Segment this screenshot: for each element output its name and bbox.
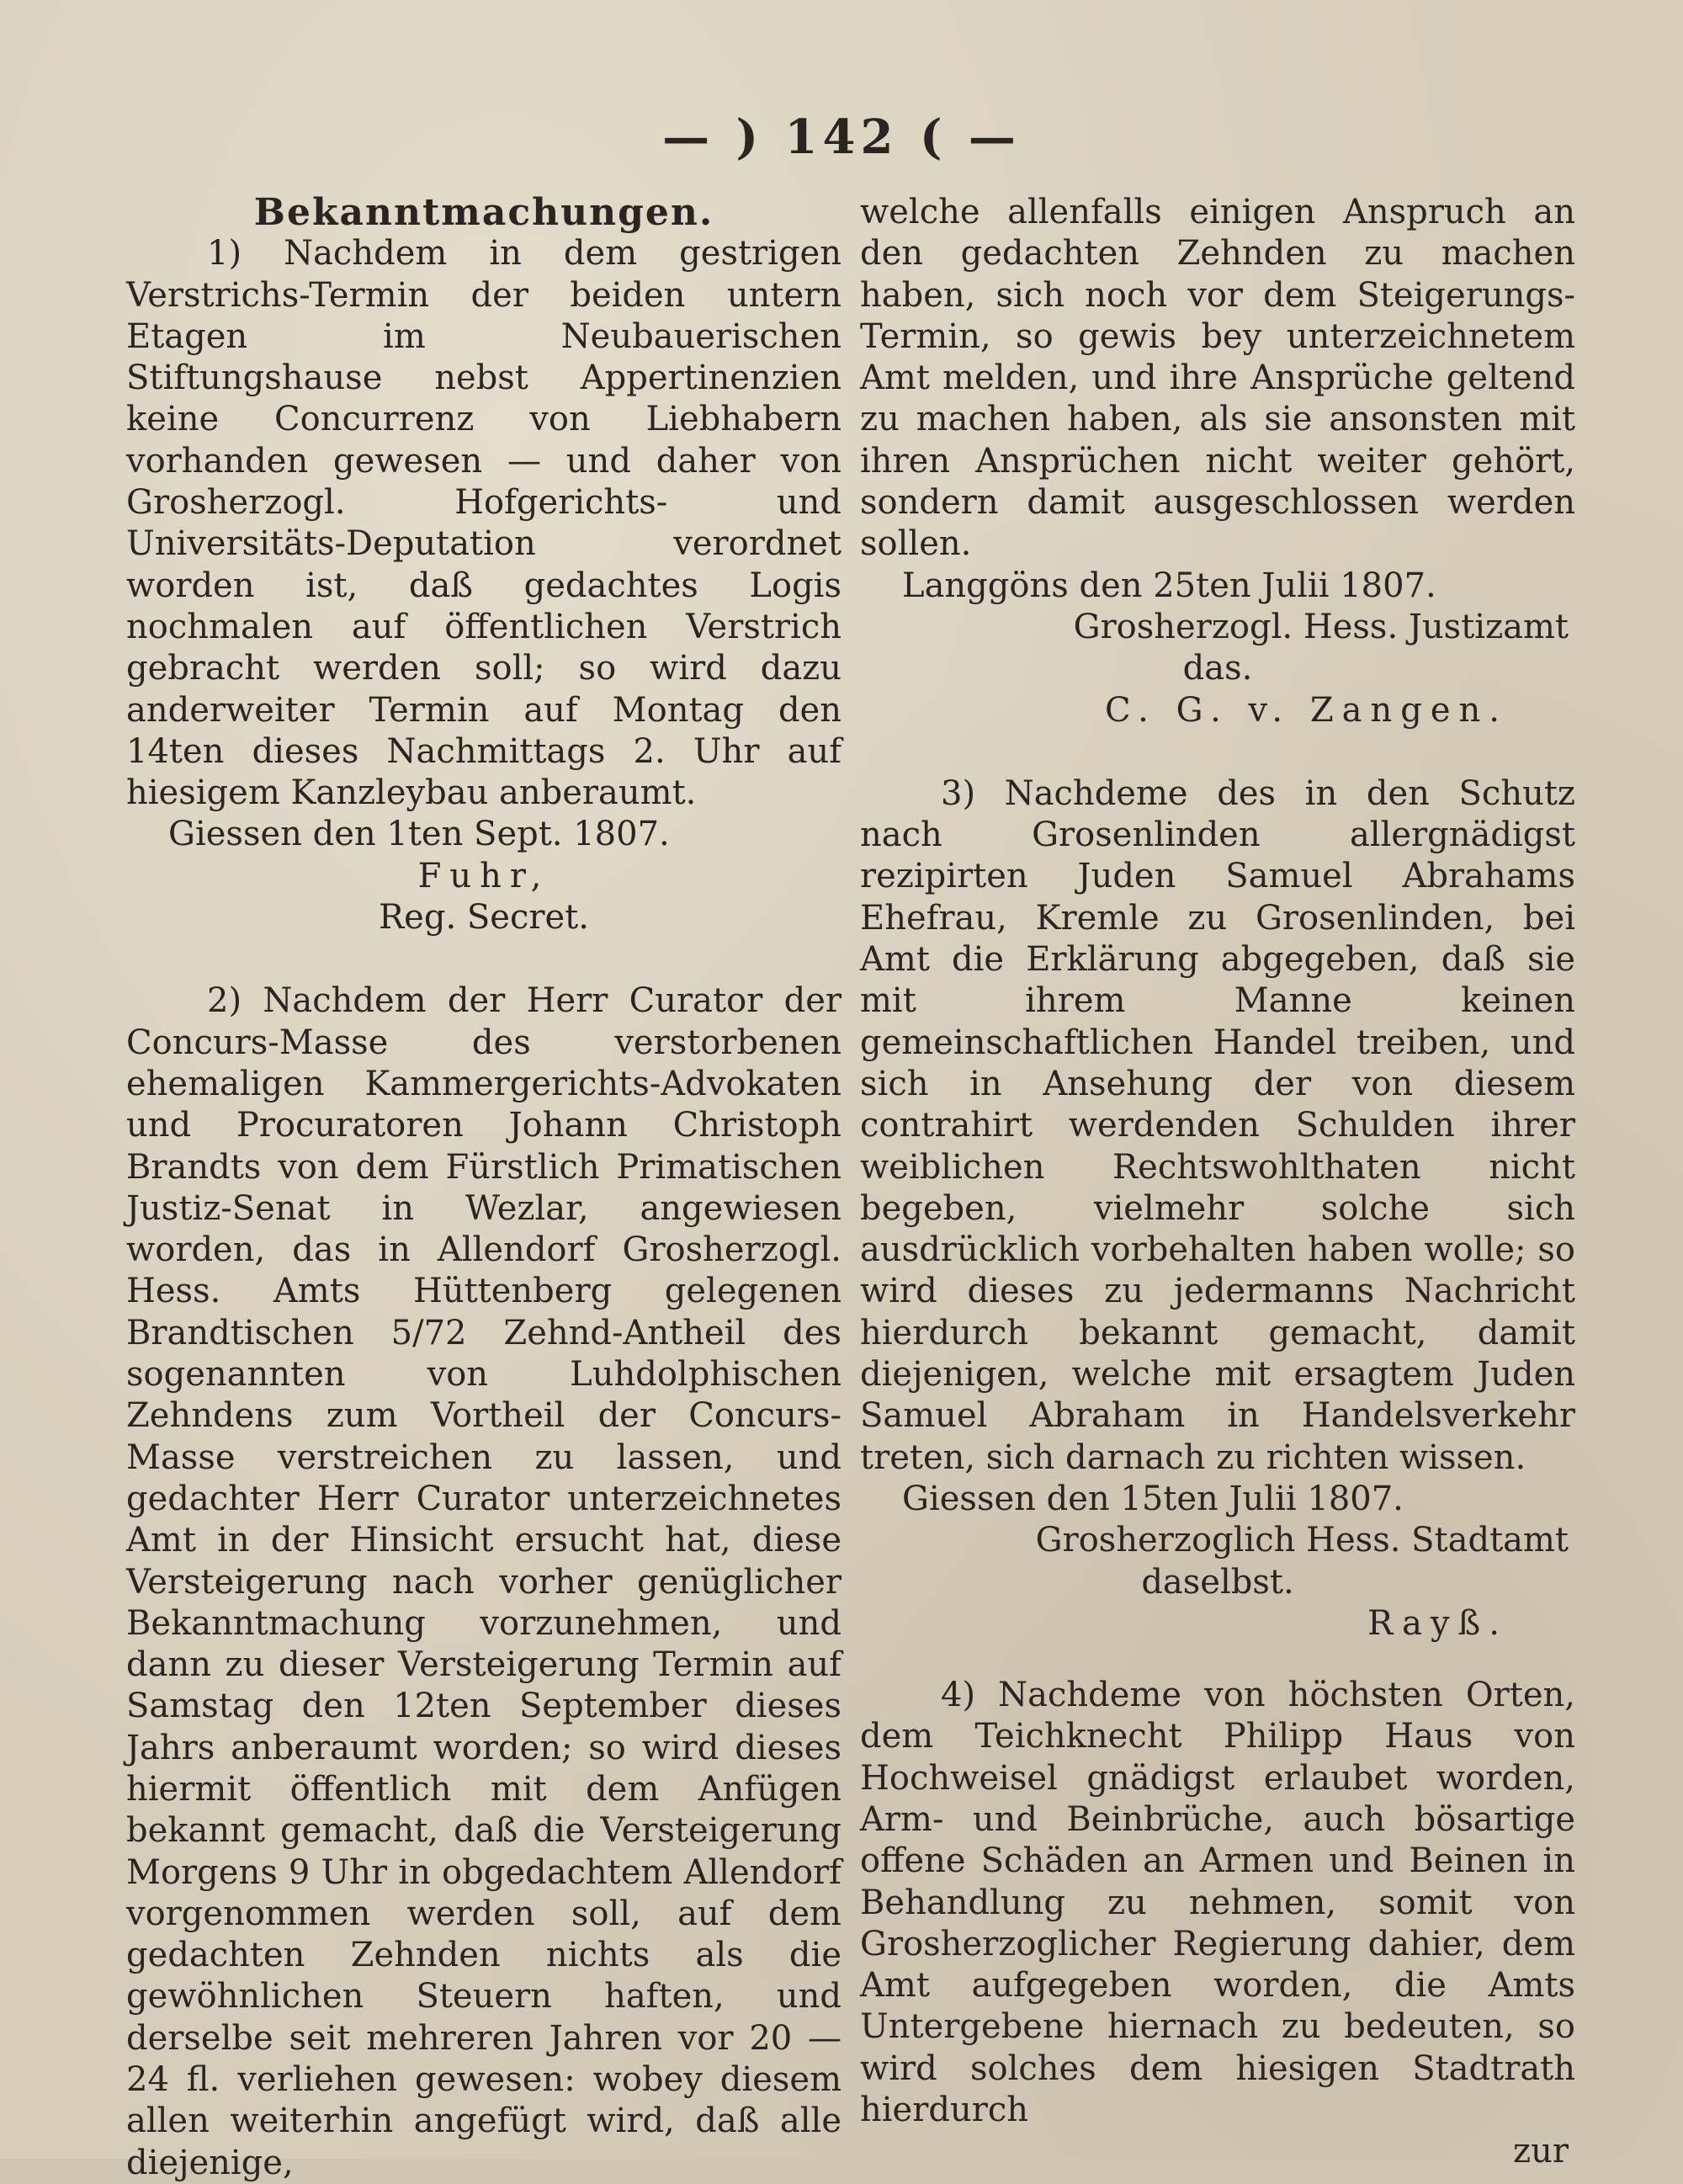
notice-3-signature-place: daselbst. — [1141, 1562, 1294, 1602]
notice-1-text: 1) Nachdem in dem gestrigen Verstrichs-Termin der beiden untern Etagen im Neubauerischen Stiftungshause nebst Appertinenzien keine Concurrenz von Liebhabern vorhanden gewesen — und daher von Grosherzogl. Hofgerichts- und Universitäts-Deputation verordnet worden ist, daß gedachtes Logis nochmalen auf öffentlichen Verstrich gebracht werden soll; so wird dazu anderweiter Termin auf Montag den 14ten dieses Nachmittags 2. Uhr auf hiesigem Kanzleybau anberaumt. — [126, 234, 842, 813]
notice-2-continuation: welche allenfalls einigen Anspruch an den gedachten Zehnden zu machen haben, sich noch vor dem Steigerungs-Termin, so gewis bey unterzeichnetem Amt melden, und ihre Ansprüche geltend zu machen haben, als sie ansonsten mit ihren Ansprüchen nicht weiter gehört, sondern damit ausgeschlossen werden sollen. — [860, 193, 1575, 564]
notice-1-signature-name: Fuhr, — [417, 856, 550, 895]
notice-2-signature-name: C. G. v. Zangen. — [1104, 690, 1508, 730]
notice-2-place-date: Langgöns den 25ten Julii 1807. — [902, 566, 1436, 605]
page-number-header: — ) 142 ( — — [662, 109, 1021, 165]
notice-3-text: 3) Nachdeme des in den Schutz nach Grosenlinden allergnädigst rezipirten Juden Samuel Abrahams Ehefrau, Kremle zu Grosenlinden, bei Amt die Erklärung abgegeben, daß sie mit ihrem Manne keinen gemeinschaftlichen Handel treiben, und sich in Ansehung der von diesem contrahirt werdenden Schulden ihrer weiblichen Rechtswohlthaten nicht begeben, vielmehr solche sich ausdrücklich vorbehalten haben wolle; so wird dieses zu jedermanns Nachricht hierdurch bekannt gemacht, damit diejenigen, welche mit ersagtem Juden Samuel Abraham in Handelsverkehr treten, sich darnach zu richten wissen. — [860, 773, 1575, 1477]
section-heading: Bekanntmachungen. — [253, 191, 714, 234]
notice-1-signature-title: Reg. Secret. — [379, 898, 589, 938]
notice-2-text: 2) Nachdem der Herr Curator der Concurs-Masse des verstorbenen ehemaligen Kammergerichts-Advokaten und Procuratoren Johann Christoph Brandts von dem Fürstlich Primatischen Justiz-Senat in Wezlar, angewiesen worden, das in Allendorf Grosherzogl. Hess. Amts Hüttenberg gelegenen Brandtischen 5/72 Zehnd-Antheil des sogenannten von Luhdolphischen Zehndens zum Vortheil der Concurs-Masse verstreichen zu lassen, und gedachter Herr Curator unterzeichnetes Amt in der Hinsicht ersucht hat, diese Versteigerung nach vorher genüglicher Bekanntmachung vorzunehmen, und dann zu dieser Versteigerung Termin auf Samstag den 12ten September dieses Jahrs anberaumt worden; so wird dieses hiermit öffentlich mit dem Anfügen bekannt gemacht, daß die Versteigerung Morgens 9 Uhr in obgedachtem Allendorf vorgenommen werden soll, auf dem gedachten Zehnden nichts als die gewöhnlichen Steuern haften, und derselbe seit mehreren Jahren vor 20 — 24 fl. verliehen gewesen: wobey diesem allen weiterhin angefügt wird, daß alle diejenige, — [126, 981, 842, 2182]
notice-3-signature-office: Grosherzoglich Hess. Stadtamt — [1035, 1521, 1569, 1560]
notice-4-text: 4) Nachdeme von höchsten Orten, dem Teichknecht Philipp Haus von Hochweisel gnädigst erlaubet worden, Arm- und Beinbrüche, auch bösartige offene Schäden an Armen und Beinen in Behandlung zu nehmen, somit von Grosherzoglicher Regierung dahier, dem Amt aufgegeben worden, die Amts Untergebene hiernach zu bedeuten, so wird solches dem hiesigen Stadtrath hierdurch — [860, 1676, 1575, 2130]
notice-1-place-date: Giessen den 1ten Sept. 1807. — [168, 815, 670, 854]
notice-3-signature-name: Rayß. — [1367, 1603, 1508, 1643]
notice-2-signature-office: Grosherzogl. Hess. Justizamt — [1073, 607, 1569, 646]
right-column — [860, 192, 1575, 2173]
catchword: zur — [1513, 2132, 1569, 2171]
left-column — [126, 192, 842, 2184]
notice-3-place-date: Giessen den 15ten Julii 1807. — [902, 1479, 1404, 1518]
notice-2-signature-place: das. — [1182, 649, 1253, 688]
